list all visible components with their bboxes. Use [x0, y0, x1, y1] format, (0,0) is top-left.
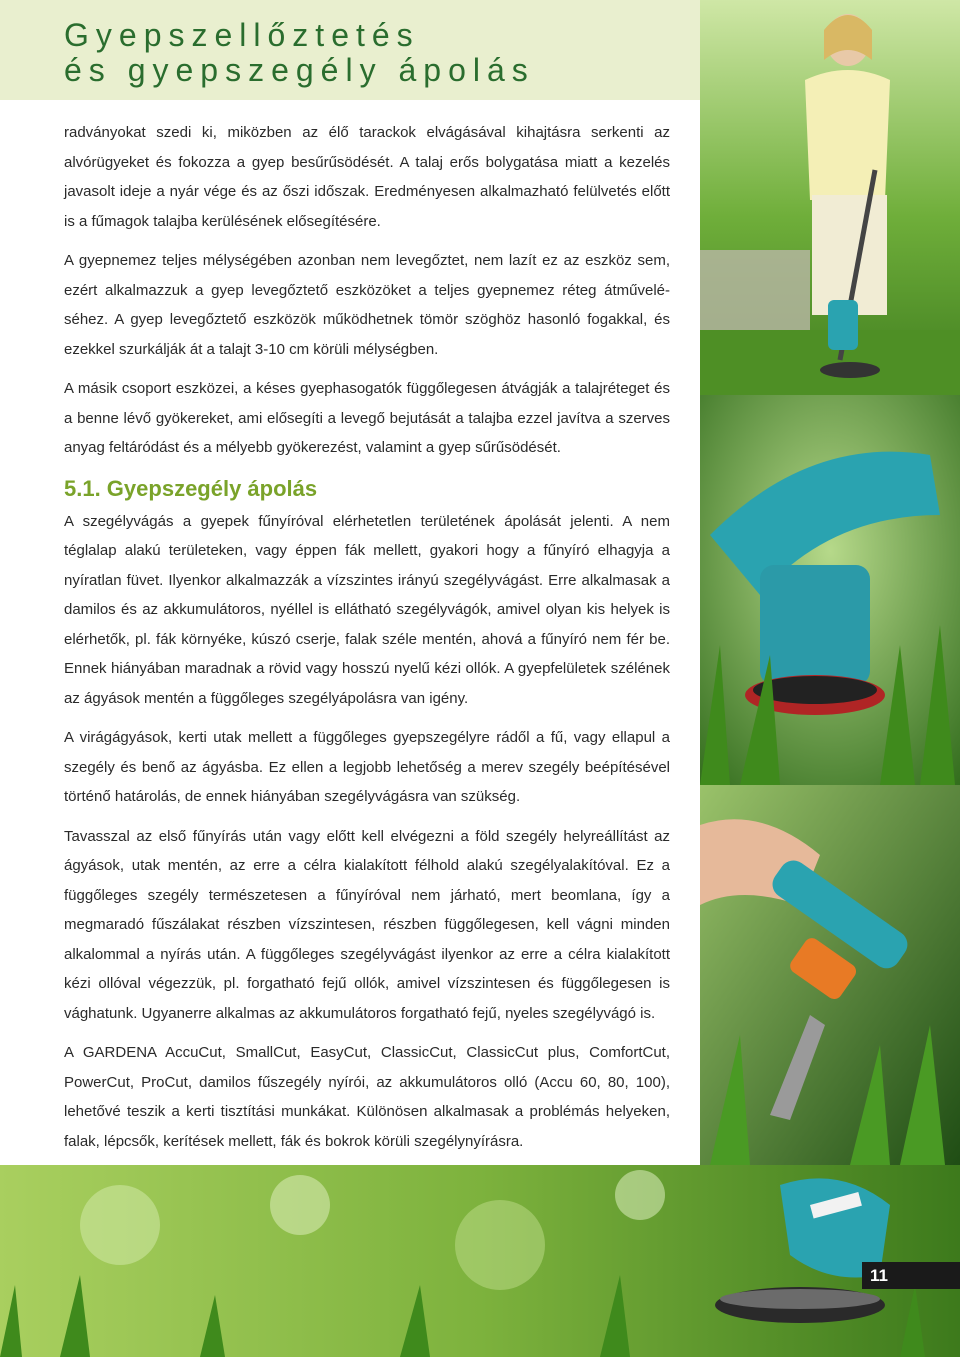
section-heading: 5.1. Gyepszegély ápolás	[64, 475, 318, 501]
photo-bottom-grass	[0, 1165, 960, 1357]
photo-hand-shears	[700, 785, 960, 1165]
paragraph: radványokat szedi ki, miközben az élő tarackok elvágásával kihajtásra serkenti az alvórügyeket és fokozza a gyep besűrűsödését. A talaj erős bolygatása miatt a kezelés javasolt ideje a nyár vége és az őszi időszak. Eredményesen alkalmazható felülvetés előtt is a fűmagok talajba kerülésének elősegítésére.	[64, 124, 670, 230]
paragraph: A gyepnemez teljes mélységében azonban nem levegőztet, nem lazít ez az eszköz sem, ezért alkalmazzuk a gyep levegőztető eszközöket a teljes gyepnemez réteg átműveléséhez. A gyep levegőztető eszközök működhetnek tömör szöghöz hasonló fogakkal, és ezekkel szurkálják át a talajt 3-10 cm körüli mélységben.	[64, 252, 670, 358]
body-text	[64, 118, 670, 1166]
paragraph: A másik csoport eszközei, a késes gyephasogatók függőlegesen átvágják a talajréteget és a benne lévő gyökereket, ami elősegíti a levegő bejutását a talajba ezzel javítva a szerves anyag feltáródást és a mélyebb gyökerezést, valamint a gyep sűrűsödését.	[64, 380, 670, 456]
title-line-1: Gyepszellőztetés	[64, 17, 420, 53]
title-line-2: és gyepszegély ápolás	[64, 52, 535, 88]
paragraph: A szegélyvágás a gyepek fűnyíróval elérhetetlen területének ápolását jelenti. A nem téglalap alakú területeken, vagy éppen fák mellett, gyakori hogy a fűnyíró elhagyja a nyíratlan füvet. Ilyenkor alkalmazzák a vízszintes irányú szegélyvágást. Erre alkalmasak a damilos és az akkumulátoros, nyéllel is ellátható szegélyvágók, amivel olyan kis helyek is elérhetők, pl. fák környéke, kúszó cserje, falak széle mentén, ahová a fűnyíró nem fér be. Ennek hiányában maradnak a rövid vagy hosszú nyelű kézi ollók. A gyepfelületek szélének az ágyások mentén a függőleges szegélyápolásra van igény.	[64, 512, 670, 707]
page-number: 11	[862, 1262, 960, 1289]
paragraph: A GARDENA AccuCut, SmallCut, EasyCut, ClassicCut, ClassicCut plus, ComfortCut, PowerCut, ProCut, damilos fűszegély nyírói, az akkumulátoros olló (Accu 60, 80, 100), lehetővé teszik a kerti tisztítási munkákat. Különösen alkalmasak a problémás helyeken, falak, lépcsők, kerítések mellett, fák és bokrok körüli szegélynyírásra.	[64, 1044, 670, 1150]
page-title	[64, 18, 535, 88]
photo-woman-trimming	[700, 0, 960, 395]
paragraph: A virágágyások, kerti utak mellett a függőleges gyepszegélyre rádől a fű, vagy ellapul a szegély és benő az ágyásba. Ez ellen a legjobb lehetőség a merev szegély beépítésével történő határolás, de ennek hiányában szegélyvágásra van szükség.	[64, 729, 670, 805]
photo-trimmer-closeup	[700, 395, 960, 785]
paragraph: Tavasszal az első fűnyírás után vagy előtt kell elvégezni a föld szegély helyreállítást az ágyások, utak mentén, az erre a célra kialakított félhold alakú szegélyalakítóval. Ez a függőleges szegély természetesen a fűnyíróval nem járható, mert beomlana, így a megmaradó fűszálakat részben vízszintesen, részben függőlegesen, kell vágni minden alkalommal a nyírás után. A függőleges szegélyvágást ilyenkor az erre a célra kialakított kézi ollóval végezzük, pl. forgatható fejű ollók, amivel vízszintesen és függőlegesen is vághatunk. Ugyanerre alkalmas az akkumulátoros forgatható fejű, nyeles szegélyvágó is.	[64, 827, 670, 1022]
